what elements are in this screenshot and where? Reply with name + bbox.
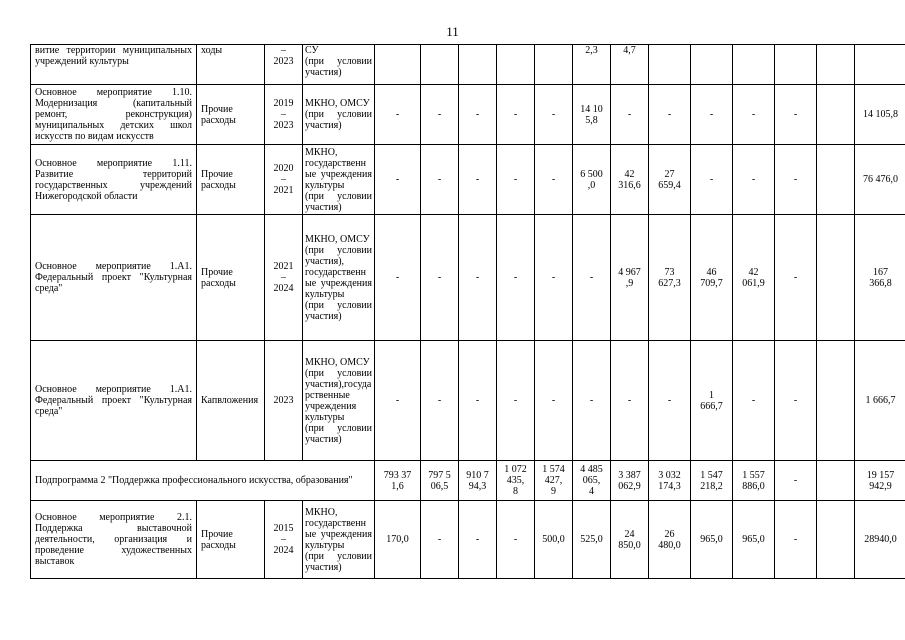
amount-cell: 1 666,7 — [855, 341, 905, 461]
amount-cell: 1 666,7 — [691, 341, 733, 461]
amount-cell: - — [375, 145, 421, 215]
years-cell: 2021 – 2024 — [265, 215, 303, 341]
activity-name: Основное мероприятие 1.А1. Федеральный проект "Культурная среда" — [31, 215, 197, 341]
amount-cell: - — [421, 341, 459, 461]
amount-cell: - — [535, 145, 573, 215]
amount-cell — [855, 45, 905, 85]
amount-cell — [733, 45, 775, 85]
activity-name: витие территории муниципальных учреждений культуры — [31, 45, 197, 85]
amount-cell — [497, 45, 535, 85]
amount-cell: - — [775, 145, 817, 215]
amount-cell: - — [775, 85, 817, 145]
amount-cell: - — [775, 501, 817, 579]
amount-cell: - — [611, 85, 649, 145]
years-cell: – 2023 — [265, 45, 303, 85]
amount-cell: - — [573, 215, 611, 341]
amount-cell: 73 627,3 — [649, 215, 691, 341]
amount-cell: - — [459, 85, 497, 145]
amount-cell: 170,0 — [375, 501, 421, 579]
amount-cell: 2,3 — [573, 45, 611, 85]
amount-cell: 1 557 886,0 — [733, 461, 775, 501]
table-row — [31, 145, 905, 215]
amount-cell: - — [497, 501, 535, 579]
expense-type: Прочие расходы — [197, 145, 265, 215]
amount-cell: - — [497, 341, 535, 461]
amount-cell: - — [497, 85, 535, 145]
page-number: 11 — [446, 24, 459, 39]
amount-cell — [375, 45, 421, 85]
executor-cell: МКНО, ОМСУ (при условии участия),государственные учреждения культуры (при условии участия) — [303, 341, 375, 461]
amount-cell: - — [421, 215, 459, 341]
table-row — [31, 45, 905, 85]
amount-cell: 26 480,0 — [649, 501, 691, 579]
executor-cell: СУ (при условии участия) — [303, 45, 375, 85]
amount-cell: 19 157 942,9 — [855, 461, 905, 501]
amount-cell: 42 061,9 — [733, 215, 775, 341]
amount-cell: - — [459, 215, 497, 341]
amount-cell: 797 5 06,5 — [421, 461, 459, 501]
amount-cell: - — [649, 85, 691, 145]
amount-cell: - — [375, 215, 421, 341]
amount-cell: - — [691, 145, 733, 215]
amount-cell — [817, 45, 855, 85]
executor-cell: МКНО, государственные учреждения культуры (при условии участия) — [303, 501, 375, 579]
table-row — [31, 215, 905, 341]
activity-name: Основное мероприятие 1.11. Развитие территорий государственных учреждений Нижегородской области — [31, 145, 197, 215]
expense-type: Прочие расходы — [197, 215, 265, 341]
amount-cell — [817, 145, 855, 215]
amount-cell: 167 366,8 — [855, 215, 905, 341]
amount-cell — [421, 45, 459, 85]
amount-cell: - — [535, 85, 573, 145]
amount-cell: 3 032 174,3 — [649, 461, 691, 501]
amount-cell: - — [459, 341, 497, 461]
amount-cell: 525,0 — [573, 501, 611, 579]
amount-cell: 14 10 5,8 — [573, 85, 611, 145]
amount-cell: 1 574 427, 9 — [535, 461, 573, 501]
amount-cell: - — [375, 85, 421, 145]
amount-cell: 965,0 — [733, 501, 775, 579]
years-cell: 2019 – 2023 — [265, 85, 303, 145]
amount-cell: 500,0 — [535, 501, 573, 579]
amount-cell: 46 709,7 — [691, 215, 733, 341]
amount-cell: - — [421, 85, 459, 145]
amount-cell: - — [733, 145, 775, 215]
amount-cell: 4,7 — [611, 45, 649, 85]
amount-cell: 965,0 — [691, 501, 733, 579]
activity-name: Основное мероприятие 1.10. Модернизация (капитальный ремонт, реконструкция) муниципальных детских школ искусств по видам искусств — [31, 85, 197, 145]
amount-cell — [817, 461, 855, 501]
amount-cell: 14 105,8 — [855, 85, 905, 145]
amount-cell — [775, 45, 817, 85]
amount-cell: 6 500 ,0 — [573, 145, 611, 215]
amount-cell — [691, 45, 733, 85]
amount-cell: - — [691, 85, 733, 145]
amount-cell — [817, 215, 855, 341]
budget-table — [30, 44, 905, 579]
table-row — [31, 85, 905, 145]
amount-cell: - — [459, 501, 497, 579]
table-row — [31, 501, 905, 579]
executor-cell: МКНО, государственные учреждения культуры (при условии участия) — [303, 145, 375, 215]
expense-type: Прочие расходы — [197, 85, 265, 145]
amount-cell: 42 316,6 — [611, 145, 649, 215]
amount-cell — [817, 85, 855, 145]
amount-cell: - — [733, 341, 775, 461]
amount-cell: - — [535, 215, 573, 341]
amount-cell: - — [421, 501, 459, 579]
executor-cell: МКНО, ОМСУ (при условии участия), государственные учреждения культуры (при условии участия) — [303, 215, 375, 341]
amount-cell — [649, 45, 691, 85]
expense-type: Прочие расходы — [197, 501, 265, 579]
expense-type: ходы — [197, 45, 265, 85]
activity-name: Основное мероприятие 1.А1. Федеральный проект "Культурная среда" — [31, 341, 197, 461]
amount-cell: - — [497, 215, 535, 341]
amount-cell: 4 485 065, 4 — [573, 461, 611, 501]
amount-cell: - — [573, 341, 611, 461]
amount-cell: 4 967 ,9 — [611, 215, 649, 341]
amount-cell: 76 476,0 — [855, 145, 905, 215]
years-cell: 2015 – 2024 — [265, 501, 303, 579]
amount-cell — [459, 45, 497, 85]
amount-cell: - — [421, 145, 459, 215]
activity-name: Основное мероприятие 2.1. Поддержка выставочной деятельности, организация и проведение художественных выставок — [31, 501, 197, 579]
table-row — [31, 461, 905, 501]
amount-cell: 1 072 435, 8 — [497, 461, 535, 501]
expense-type: Капвложения — [197, 341, 265, 461]
amount-cell: 793 37 1,6 — [375, 461, 421, 501]
amount-cell: - — [775, 461, 817, 501]
amount-cell: - — [535, 341, 573, 461]
amount-cell: 1 547 218,2 — [691, 461, 733, 501]
amount-cell: - — [497, 145, 535, 215]
amount-cell: 28940,0 — [855, 501, 905, 579]
amount-cell — [817, 501, 855, 579]
subprogram-title: Подпрограмма 2 "Поддержка профессионального искусства, образования" — [31, 461, 375, 501]
years-cell: 2023 — [265, 341, 303, 461]
amount-cell: 3 387 062,9 — [611, 461, 649, 501]
amount-cell: - — [375, 341, 421, 461]
amount-cell: - — [459, 145, 497, 215]
amount-cell: - — [733, 85, 775, 145]
amount-cell: 24 850,0 — [611, 501, 649, 579]
amount-cell: 910 7 94,3 — [459, 461, 497, 501]
amount-cell: - — [649, 341, 691, 461]
table-row — [31, 341, 905, 461]
amount-cell: - — [611, 341, 649, 461]
executor-cell: МКНО, ОМСУ (при условии участия) — [303, 85, 375, 145]
amount-cell — [817, 341, 855, 461]
amount-cell: - — [775, 215, 817, 341]
amount-cell: 27 659,4 — [649, 145, 691, 215]
years-cell: 2020 – 2021 — [265, 145, 303, 215]
amount-cell: - — [775, 341, 817, 461]
amount-cell — [535, 45, 573, 85]
